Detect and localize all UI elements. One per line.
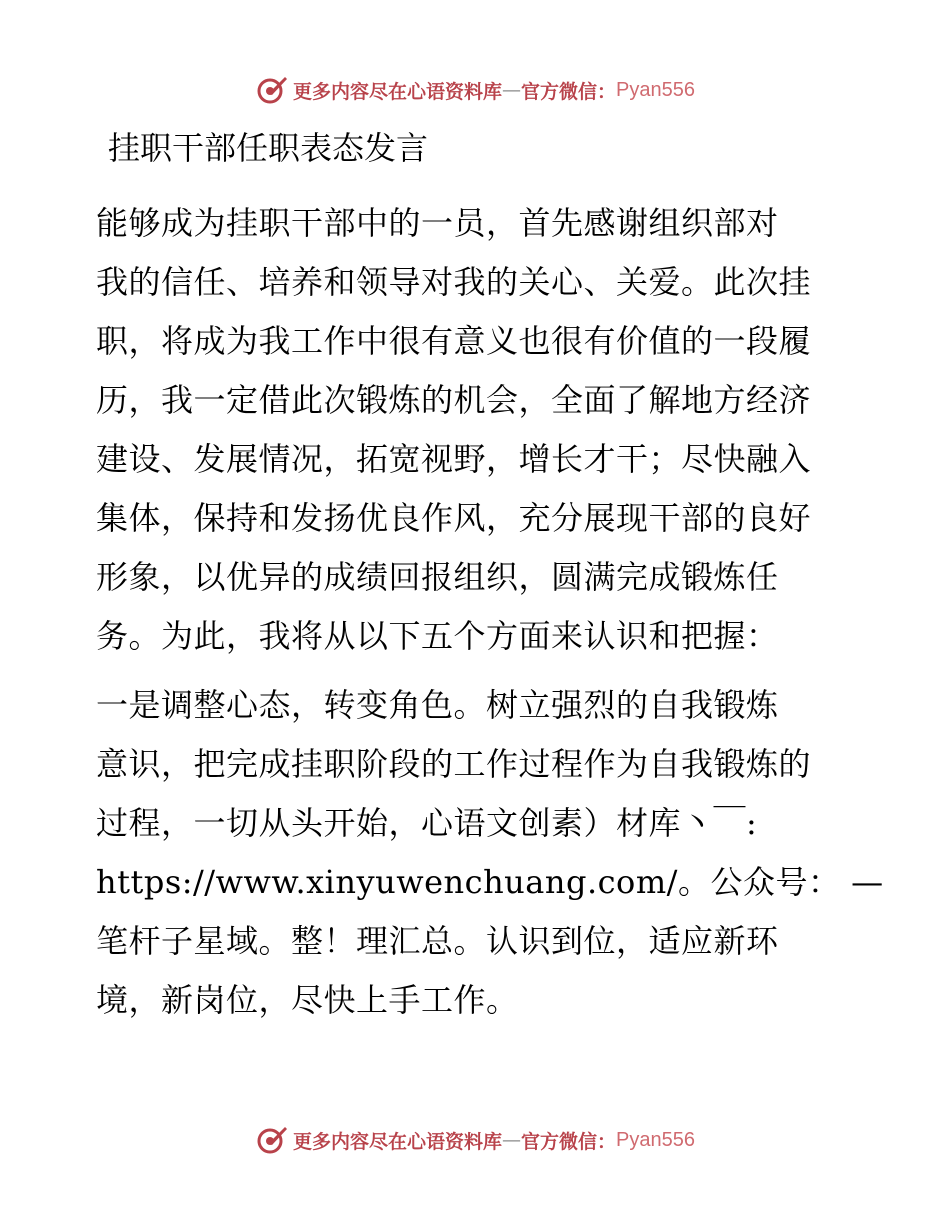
banner-dash: — [502, 79, 522, 101]
page-title: 挂职干部任职表态发言 [108, 129, 429, 167]
paragraph-line: 意识，把完成挂职阶段的工作过程作为自我锻炼的 [96, 745, 812, 783]
paragraph-line: 过程，一切从头开始，心语文创素）材库丶￣: [96, 804, 758, 842]
paragraph-line: 一是调整心态，转变角色。树立强烈的自我锻炼 [96, 686, 779, 724]
paragraph-line: 我的信任、培养和领导对我的关心、关爱。此次挂 [96, 263, 812, 301]
banner-wechat-label: 官方微信： [521, 80, 617, 103]
banner-wechat-label: 官方微信： [521, 1130, 617, 1153]
paragraph-line: 历，我一定借此次锻炼的机会，全面了解地方经济 [96, 381, 812, 419]
paragraph-line: 建设、发展情况，拓宽视野，增长才干；尽快融入 [96, 440, 812, 478]
paragraph-line: 笔杆子星域。整！理汇总。认识到位，适应新环 [96, 922, 779, 960]
quill-logo-icon [255, 1123, 289, 1157]
paragraph-line: 务。为此，我将从以下五个方面来认识和把握： [96, 617, 779, 655]
paragraph-line: https://www.xinyuwenchuang.com/。公众号： — [96, 863, 884, 901]
header-banner [0, 70, 950, 110]
banner-site-text: 更多内容尽在心语资料库 [293, 1130, 503, 1153]
paragraph-line: 形象，以优异的成绩回报组织，圆满完成锻炼任 [96, 558, 779, 596]
paragraph-1 [96, 194, 856, 666]
banner-dash: — [502, 1129, 522, 1151]
banner-handle: Pyan556 [616, 1128, 695, 1151]
banner-site-text: 更多内容尽在心语资料库 [293, 80, 503, 103]
banner-handle: Pyan556 [616, 78, 695, 101]
paragraph-line: 集体，保持和发扬优良作风，充分展现干部的良好 [96, 499, 812, 537]
paragraph-line: 能够成为挂职干部中的一员，首先感谢组织部对 [96, 204, 779, 242]
footer-banner [0, 1120, 950, 1160]
paragraph-2 [96, 676, 884, 1030]
paragraph-line: 境，新岗位，尽快上手工作。 [96, 981, 519, 1019]
quill-logo-icon [255, 73, 289, 107]
paragraph-line: 职，将成为我工作中很有意义也很有价值的一段履 [96, 322, 812, 360]
